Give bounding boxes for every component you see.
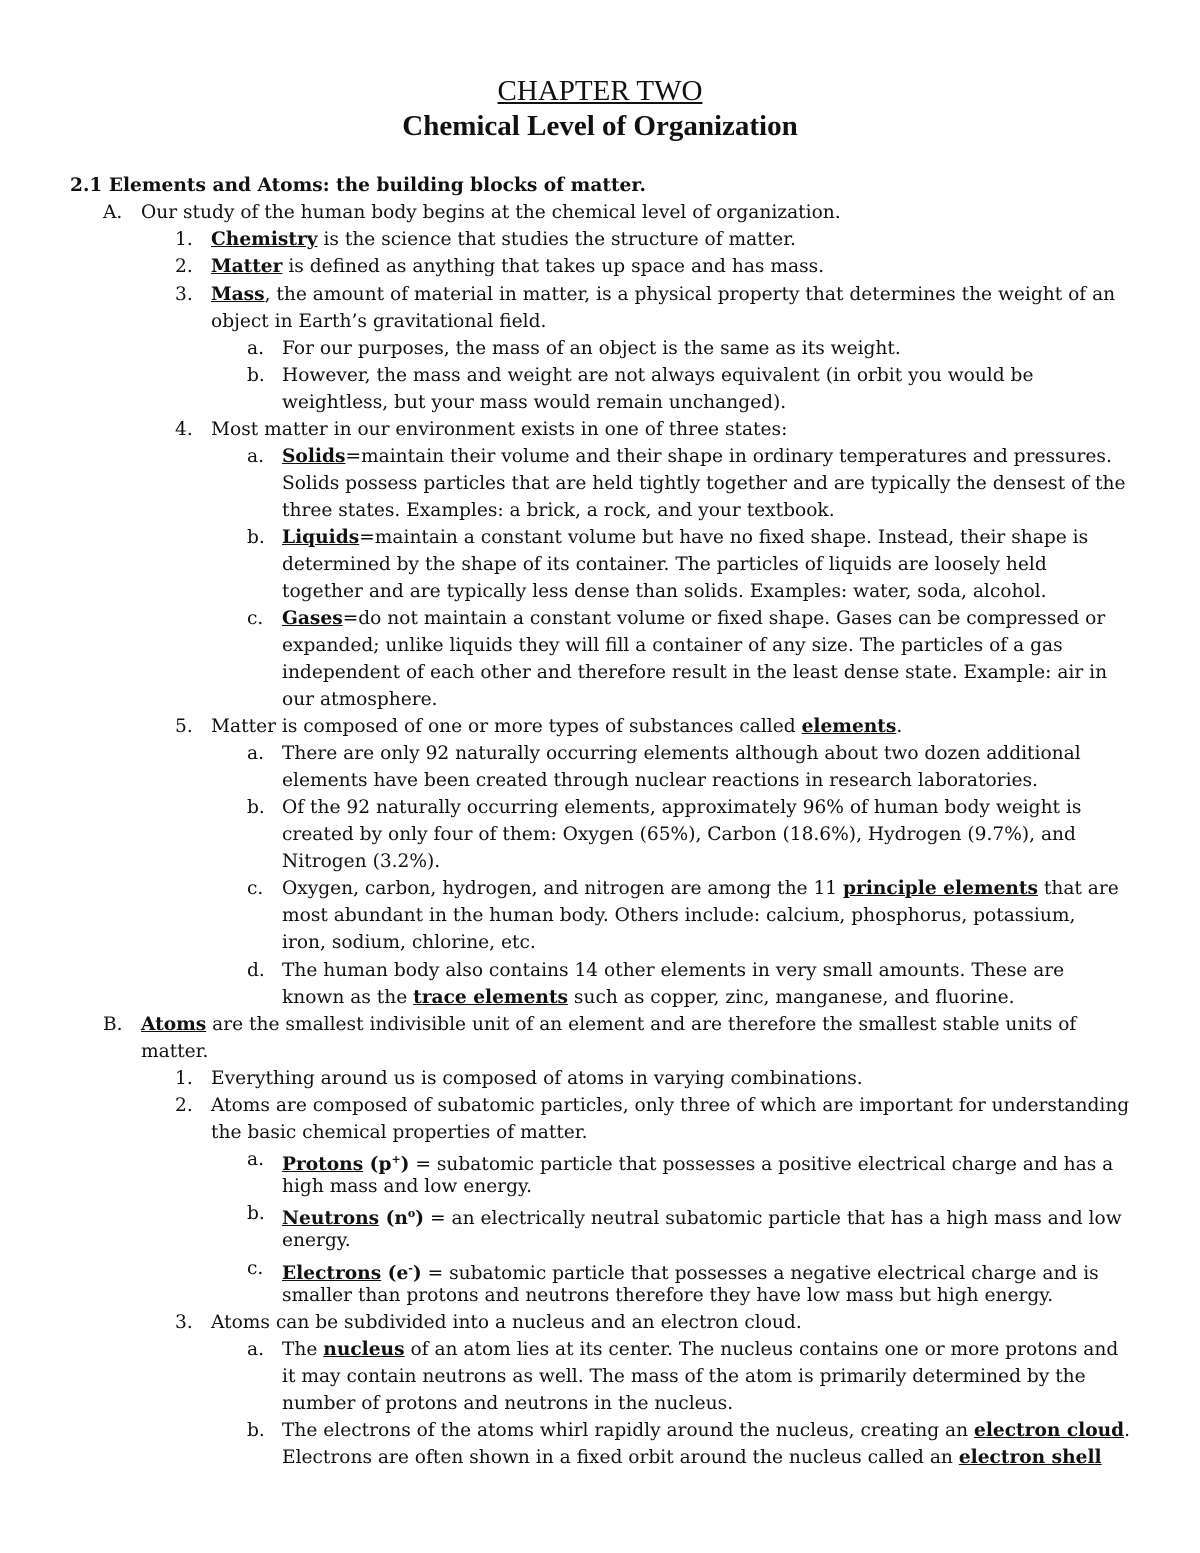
text-line: expanded; unlike liquids they will fill a container of any size. The particles of a gas [282,635,1063,656]
text-line: determined by the shape of its container. The particles of liquids are loosely held [282,554,1047,575]
outline-marker: a. [247,743,264,764]
key-term: Liquids [282,527,360,548]
text-line: Matter is composed of one or more types of substances called elements. [211,716,903,737]
text-line: Chemistry is the science that studies the structure of matter. [211,229,796,250]
key-term: trace elements [413,987,569,1008]
key-term: Solids [282,446,346,467]
outline-marker: c. [247,878,264,899]
key-term: Matter [211,256,283,277]
outline-marker: 1. [175,229,193,250]
text-line: The nucleus of an atom lies at its center. The nucleus contains one or more protons and [282,1339,1119,1360]
outline-marker: A. [103,202,123,223]
text-line: three states. Examples: a brick, a rock, and your textbook. [282,500,835,521]
text-line: Liquids=maintain a constant volume but have no fixed shape. Instead, their shape is [282,527,1089,548]
text-line: matter. [141,1041,209,1062]
outline-marker: b. [247,797,265,818]
text-line: Atoms are the smallest indivisible unit of an element and are therefore the smallest stable units of [141,1014,1077,1035]
text-line: independent of each other and therefore result in the least dense state. Example: air in [282,662,1108,683]
key-term: principle elements [843,878,1038,899]
key-term: nucleus [323,1339,405,1360]
text-line: most abundant in the human body. Others include: calcium, phosphorus, potassium, [282,905,1076,926]
outline-marker: 4. [175,419,193,440]
text-line: Electrons are often shown in a fixed orbit around the nucleus called an electron shell [282,1447,1102,1468]
outline-marker: 2. [175,256,193,277]
text-line: Oxygen, carbon, hydrogen, and nitrogen are among the 11 principle elements that are [282,878,1119,899]
chapter-title: Chemical Level of Organization [402,110,798,142]
text-line: the basic chemical properties of matter. [211,1122,588,1143]
text-line: For our purposes, the mass of an object is the same as its weight. [282,338,901,359]
key-term: Chemistry [211,229,318,250]
text-line: There are only 92 naturally occurring elements although about two dozen additional [282,743,1081,764]
key-term: Protons [282,1154,364,1176]
chapter-heading: CHAPTER TWO [497,75,703,107]
key-term: Electrons [282,1263,382,1285]
outline-marker: 1. [175,1068,193,1089]
text-line: Atoms can be subdivided into a nucleus and an electron cloud. [211,1312,802,1333]
text-line: energy. [282,1230,351,1251]
key-term: Atoms [141,1014,207,1035]
key-term: Neutrons [282,1208,380,1230]
text-line: Solids possess particles that are held tightly together and are typically the densest of the [282,473,1126,494]
text-line: known as the trace elements such as copper, zinc, manganese, and fluorine. [282,987,1015,1008]
key-term: elements [801,716,897,737]
text-line: object in Earth’s gravitational field. [211,311,547,332]
outline-marker: d. [247,960,265,981]
text-line: together and are typically less dense than solids. Examples: water, soda, alcohol. [282,581,1047,602]
text-line: created by only four of them: Oxygen (65%), Carbon (18.6%), Hydrogen (9.7%), and [282,824,1076,845]
outline-marker: b. [247,1420,265,1441]
text-line: Protons (p+) = subatomic particle that possesses a positive electrical charge and has a [282,1153,1114,1176]
text-line: Mass, the amount of material in matter, is a physical property that determines the weight of an [211,284,1116,305]
text-line: iron, sodium, chlorine, etc. [282,932,536,953]
outline-marker: a. [247,446,264,467]
text-line: However, the mass and weight are not always equivalent (in orbit you would be [282,365,1034,386]
text-line: our atmosphere. [282,689,438,710]
outline-marker: 5. [175,716,193,737]
outline-marker: B. [103,1014,123,1035]
text-line: Our study of the human body begins at the chemical level of organization. [141,202,841,223]
outline-marker: a. [247,1149,264,1170]
outline-marker: b. [247,527,265,548]
outline-marker: b. [247,1203,265,1224]
outline-marker: 2. [175,1095,193,1116]
text-line: Atoms are composed of subatomic particles, only three of which are important for understanding [211,1095,1130,1116]
text-line: Gases=do not maintain a constant volume or fixed shape. Gases can be compressed or [282,608,1106,629]
key-term: Gases [282,608,343,629]
outline-marker: a. [247,1339,264,1360]
section-heading: 2.1 Elements and Atoms: the building blocks of matter. [70,175,646,196]
text-line: elements have been created through nuclear reactions in research laboratories. [282,770,1038,791]
text-line: high mass and low energy. [282,1176,532,1197]
key-term: electron cloud [974,1420,1125,1441]
text-line: smaller than protons and neutrons therefore they have low mass but high energy. [282,1285,1054,1306]
key-term: Mass [211,284,265,305]
outline-marker: 3. [175,284,193,305]
text-line: Matter is defined as anything that takes up space and has mass. [211,256,825,277]
outline-marker: c. [247,1258,264,1279]
text-line: The electrons of the atoms whirl rapidly around the nucleus, creating an electron cloud. [282,1420,1131,1441]
text-line: Nitrogen (3.2%). [282,851,441,872]
outline-marker: b. [247,365,265,386]
text-line: The human body also contains 14 other elements in very small amounts. These are [282,960,1065,981]
text-line: Electrons (e-) = subatomic particle that possesses a negative electrical charge and is [282,1262,1099,1285]
text-line: weightless, but your mass would remain unchanged). [282,392,787,413]
text-line: Solids=maintain their volume and their shape in ordinary temperatures and pressures. [282,446,1112,467]
outline-marker: 3. [175,1312,193,1333]
key-term: electron shell [958,1447,1102,1468]
text-line: Everything around us is composed of atoms in varying combinations. [211,1068,863,1089]
text-line: it may contain neutrons as well. The mass of the atom is primarily determined by the [282,1366,1086,1387]
outline-marker: a. [247,338,264,359]
text-line: Neutrons $(n^o)$ = an electrically neutral subatomic particle that has a high mass and low [282,1207,1122,1230]
text-line: Most matter in our environment exists in one of three states: [211,419,788,440]
outline-marker: c. [247,608,264,629]
text-line: Of the 92 naturally occurring elements, approximately 96% of human body weight is [282,797,1082,818]
text-line: number of protons and neutrons in the nucleus. [282,1393,734,1414]
